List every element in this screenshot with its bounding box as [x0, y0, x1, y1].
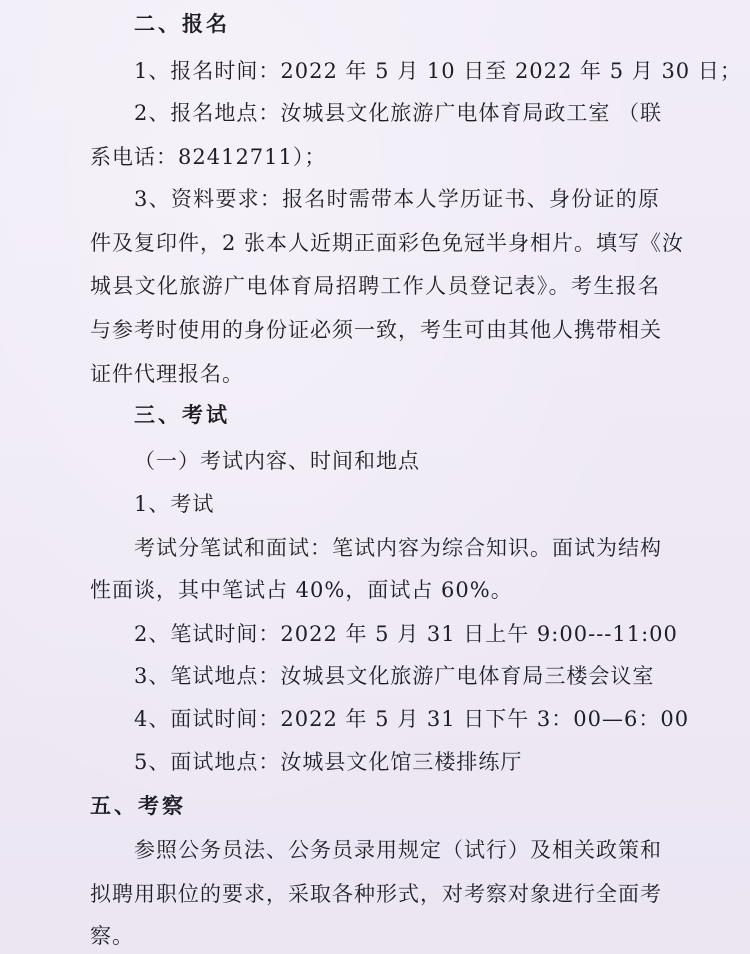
- written-exam-time: 2、笔试时间：2022 年 5 月 31 日上午 9:00---11:00: [134, 622, 678, 646]
- materials-requirement-line3: 城县文化旅游广电体育局招聘工作人员登记表》。考生报名: [90, 274, 660, 298]
- exam-subheading: （一）考试内容、时间和地点: [134, 449, 420, 473]
- interview-location: 5、面试地点：汝城县文化馆三楼排练厅: [134, 750, 523, 774]
- exam-description-line1: 考试分笔试和面试：笔试内容为综合知识。面试为结构: [134, 536, 662, 560]
- exam-item1: 1、考试: [134, 492, 215, 516]
- materials-requirement-line2: 件及复印件，2 张本人近期正面彩色免冠半身相片。填写《汝: [90, 231, 685, 255]
- written-exam-location: 3、笔试地点：汝城县文化旅游广电体育局三楼会议室: [134, 664, 655, 688]
- materials-requirement-line4: 与参考时使用的身份证必须一致，考生可由其他人携带相关: [90, 318, 662, 342]
- exam-description-line2: 性面谈，其中笔试占 40%，面试占 60%。: [90, 578, 513, 602]
- materials-requirement-line1: 3、资料要求：报名时需带本人学历证书、身份证的原: [134, 187, 660, 211]
- section3-heading: 三、考试: [134, 403, 230, 427]
- registration-location-line1: 2、报名地点：汝城县文化旅游广电体育局政工室 （联: [134, 101, 663, 125]
- registration-time: 1、报名时间：2022 年 5 月 10 日至 2022 年 5 月 30 日；: [134, 59, 742, 83]
- interview-time: 4、面试时间：2022 年 5 月 31 日下午 3：00—6：00: [134, 707, 690, 731]
- materials-requirement-line5: 证件代理报名。: [90, 362, 244, 386]
- section5-heading: 五、考察: [90, 794, 186, 818]
- section2-heading: 二、报名: [134, 12, 230, 36]
- registration-location-line2: 系电话：82412711）；: [90, 145, 327, 169]
- inspection-line3: 察。: [90, 924, 134, 948]
- inspection-line1: 参照公务员法、公务员录用规定（试行）及相关政策和: [134, 838, 662, 862]
- inspection-line2: 拟聘用职位的要求，采取各种形式，对考察对象进行全面考: [90, 882, 662, 906]
